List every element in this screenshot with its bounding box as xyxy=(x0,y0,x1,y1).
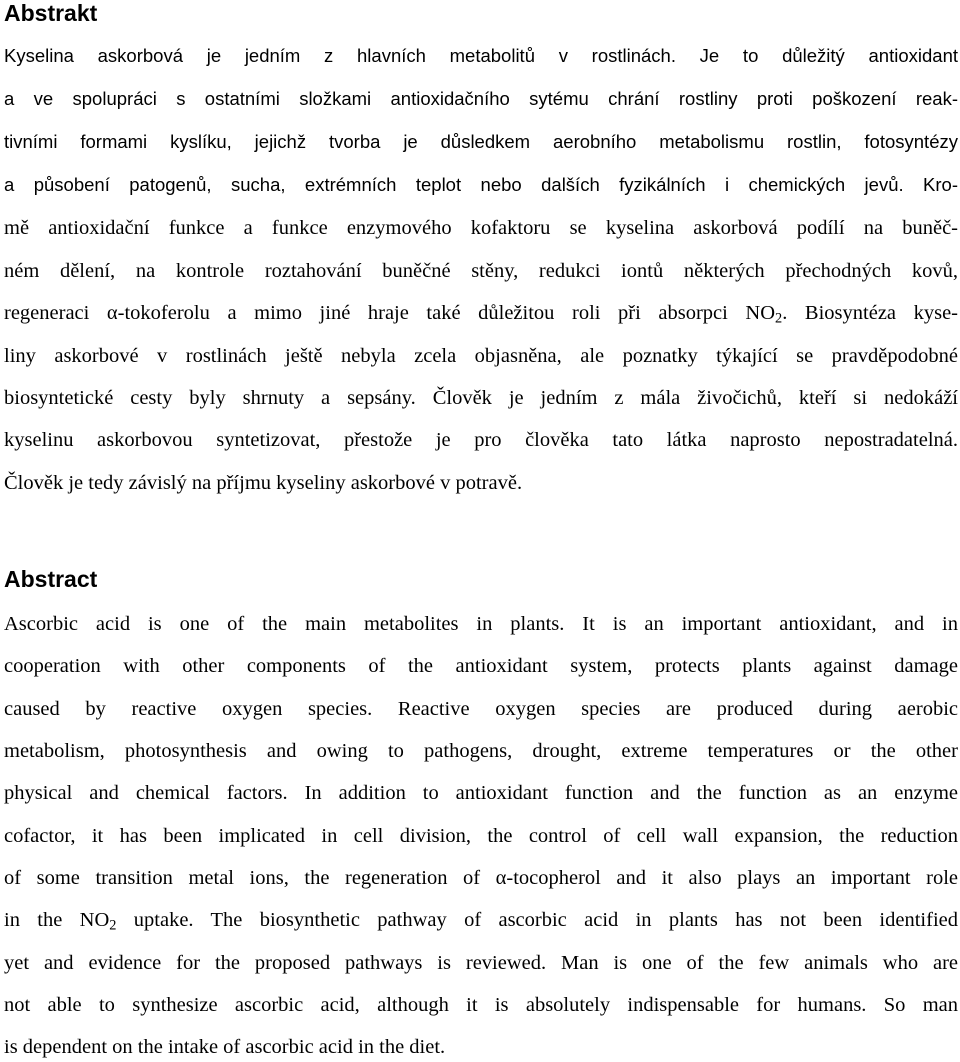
czech-abstract-line-tail: . Biosyntéza kyse- xyxy=(782,302,958,324)
czech-abstract-line: liny askorbové v rostlinách ještě nebyla zcela objasněna, ale poznatky týkající se pravděpodobné xyxy=(4,345,958,367)
czech-abstract-line: a ve spolupráci s ostatními složkami antioxidačního sytému chrání rostliny proti poškození reak- xyxy=(4,88,958,109)
english-abstract-line-tail: uptake. The biosynthetic pathway of ascorbic acid in plants has not been identified xyxy=(116,909,958,931)
czech-abstract-line: biosyntetické cesty byly shrnuty a sepsány. Člověk je jedním z mála živočichů, kteří si nedokáží xyxy=(4,387,958,409)
czech-abstract-line: Kyselina askorbová je jedním z hlavních metabolitů v rostlinách. Je to důležitý antioxidant xyxy=(4,45,958,66)
no2-subscript: 2 xyxy=(775,310,783,327)
english-abstract-line: not able to synthesize ascorbic acid, although it is absolutely indispensable for humans. So man xyxy=(4,994,958,1016)
czech-abstract-line: tivními formami kyslíku, jejichž tvorba je důsledkem aerobního metabolismu rostlin, fotosyntézy xyxy=(4,131,958,152)
english-abstract-line: caused by reactive oxygen species. Reactive oxygen species are produced during aerobic xyxy=(4,698,958,720)
english-abstract-line: of some transition metal ions, the regeneration of α-tocopherol and it also plays an important role xyxy=(4,867,958,889)
no2-subscript: 2 xyxy=(109,917,117,934)
english-abstract-line: is dependent on the intake of ascorbic acid in the diet. xyxy=(4,1036,446,1058)
czech-abstract-line: a působení patogenů, sucha, extrémních teplot nebo dalších fyzikálních i chemických jevů. Kro- xyxy=(4,174,958,195)
english-abstract-line: Ascorbic acid is one of the main metabolites in plants. It is an important antioxidant, and in xyxy=(4,613,958,635)
czech-abstract-line xyxy=(4,298,958,328)
english-abstract-line: cooperation with other components of the antioxidant system, protects plants against damage xyxy=(4,655,958,677)
english-abstract-line: yet and evidence for the proposed pathways is reviewed. Man is one of the few animals who are xyxy=(4,952,958,974)
czech-abstract-line: ném dělení, na kontrole roztahování buněčné stěny, redukci iontů některých přechodných kovů, xyxy=(4,260,958,282)
english-abstract-heading: Abstract xyxy=(4,566,98,592)
english-abstract-line-text: in the NO xyxy=(4,909,110,931)
czech-abstract-line: kyselinu askorbovou syntetizovat, přestože je pro člověka tato látka naprosto nepostradatelná. xyxy=(4,429,958,451)
english-abstract-line: metabolism, photosynthesis and owing to pathogens, drought, extreme temperatures or the other xyxy=(4,740,958,762)
english-abstract-line: cofactor, it has been implicated in cell division, the control of cell wall expansion, the reduction xyxy=(4,825,958,847)
czech-abstract-heading: Abstrakt xyxy=(4,0,98,26)
english-abstract-line xyxy=(4,905,958,935)
czech-abstract-line-text: regeneraci α-tokoferolu a mimo jiné hraje také důležitou roli při absorpci NO xyxy=(4,302,776,324)
english-abstract-line: physical and chemical factors. In addition to antioxidant function and the function as an enzyme xyxy=(4,782,958,804)
czech-abstract-line: Člověk je tedy závislý na příjmu kyseliny askorbové v potravě. xyxy=(4,472,523,494)
czech-abstract-line: mě antioxidační funkce a funkce enzymového kofaktoru se kyselina askorbová podílí na buněč- xyxy=(4,217,958,239)
